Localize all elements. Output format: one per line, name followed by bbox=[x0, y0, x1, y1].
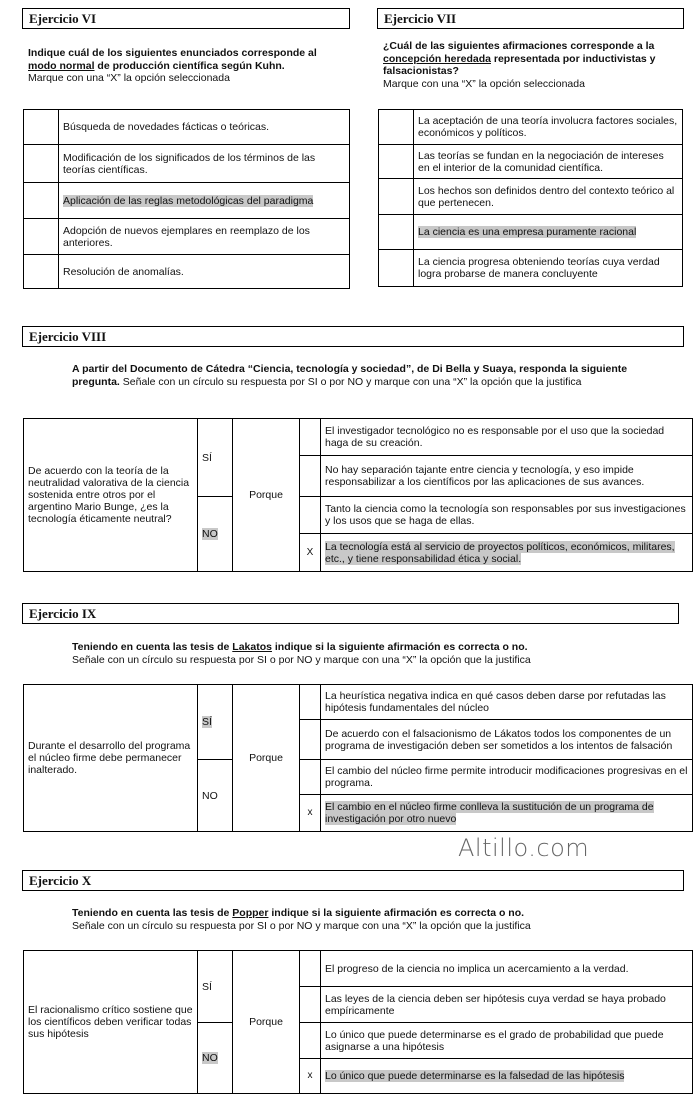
ex9-intro: Teniendo en cuenta las tesis de Lakatos indique si la siguiente afirmación es correcta o no. Señale con un círculo su respuesta por SI o por NO y marque con una “X” la opción que la justifica bbox=[72, 641, 531, 666]
ex7-option-2: Las teorías se fundan en la negociación de intereses en el interior de la comunidad científica. bbox=[414, 145, 683, 179]
ex6-question: Indique cuál de los siguientes enunciados corresponde al modo normal de producción científica según Kuhn. Marque con una “X” la opción seleccionada bbox=[28, 47, 317, 84]
ex9-question: Durante el desarrollo del programa el núcleo firme debe permanecer inalterado. bbox=[24, 685, 198, 832]
ex10-option-2: Las leyes de la ciencia deben ser hipótesis cuya verdad se haya probado empíricamente bbox=[321, 987, 693, 1023]
ex6-title: Ejercicio VI bbox=[22, 8, 350, 29]
ex9-option-3: El cambio del núcleo firme permite introducir modificaciones progresivas en el programa. bbox=[321, 760, 693, 795]
ex7-checkbox-1[interactable] bbox=[379, 110, 414, 145]
ex8-table bbox=[23, 418, 693, 572]
ex8-option-2: No hay separación tajante entre ciencia y tecnología, y eso impide responsabilizar a los científicos por las aplicaciones de sus avances. bbox=[321, 456, 693, 497]
ex9-checkbox-1[interactable] bbox=[300, 685, 321, 720]
ex8-intro: A partir del Documento de Cátedra “Ciencia, tecnología y sociedad”, de Di Bella y Suaya, responda la siguiente pregunta. Señale con un círculo su respuesta por SI o por NO y marque con una “X” la opción que la justifica bbox=[72, 363, 628, 388]
ex6-option-1: Búsqueda de novedades fácticas o teóricas. bbox=[59, 110, 350, 145]
ex9-checkbox-2[interactable] bbox=[300, 720, 321, 760]
ex8-no[interactable]: NO bbox=[198, 497, 233, 572]
ex8-porque: Porque bbox=[233, 419, 300, 572]
ex6-option-3: Aplicación de las reglas metodológicas del paradigma bbox=[59, 183, 350, 219]
ex9-option-1: La heurística negativa indica en qué casos deben darse por refutadas las hipótesis fundamentales del núcleo bbox=[321, 685, 693, 720]
ex10-mark: x bbox=[307, 1070, 313, 1081]
watermark: Altillo.com bbox=[458, 834, 590, 862]
ex6-option-2: Modificación de los significados de los términos de las teorías científicas. bbox=[59, 145, 350, 183]
ex7-options-table bbox=[378, 109, 683, 287]
ex7-option-5: La ciencia progresa obteniendo teorías cuya verdad logra probarse de manera concluyente bbox=[414, 250, 683, 287]
ex7-option-1: La aceptación de una teoría involucra factores sociales, económicos y políticos. bbox=[414, 110, 683, 145]
ex10-question: El racionalismo crítico sostiene que los científicos deben verificar todas sus hipótesis bbox=[24, 951, 198, 1094]
ex8-question: De acuerdo con la teoría de la neutralidad valorativa de la ciencia sostenida entre otros por el argentino Mario Bunge, ¿es la tecnología éticamente neutral? bbox=[24, 419, 198, 572]
ex9-porque: Porque bbox=[233, 685, 300, 832]
ex10-option-1: El progreso de la ciencia no implica un acercamiento a la verdad. bbox=[321, 951, 693, 987]
ex9-table bbox=[23, 684, 693, 832]
ex6-checkbox-1[interactable] bbox=[24, 110, 59, 145]
ex6-option-5: Resolución de anomalías. bbox=[59, 255, 350, 289]
ex9-no[interactable]: NO bbox=[198, 760, 233, 832]
ex10-intro: Teniendo en cuenta las tesis de Popper indique si la siguiente afirmación es correcta o no. Señale con un círculo su respuesta por SI o por NO y marque con una “X” la opción que la justifica bbox=[72, 907, 531, 932]
ex6-checkbox-2[interactable] bbox=[24, 145, 59, 183]
ex8-option-4: La tecnología está al servicio de proyectos políticos, económicos, militares, etc., y tiene responsabilidad ética y social. bbox=[321, 534, 693, 572]
ex9-checkbox-4[interactable] bbox=[300, 795, 321, 832]
ex8-option-1: El investigador tecnológico no es responsable por el uso que la sociedad haga de su creación. bbox=[321, 419, 693, 456]
ex9-option-2: De acuerdo con el falsacionismo de Lákatos todos los componentes de un programa de investigación deben ser sometidos a los intentos de falsación bbox=[321, 720, 693, 760]
ex10-si[interactable]: SÍ bbox=[198, 951, 233, 1023]
ex10-porque: Porque bbox=[233, 951, 300, 1094]
ex8-si[interactable]: SÍ bbox=[198, 419, 233, 497]
ex8-checkbox-4[interactable] bbox=[300, 534, 321, 572]
ex8-option-3: Tanto la ciencia como la tecnología son responsables por sus investigaciones y los usos que se haga de ellas. bbox=[321, 497, 693, 534]
ex8-checkbox-2[interactable] bbox=[300, 456, 321, 497]
ex10-option-4: Lo único que puede determinarse es la falsedad de las hipótesis bbox=[321, 1059, 693, 1094]
ex9-checkbox-3[interactable] bbox=[300, 760, 321, 795]
ex6-checkbox-3[interactable] bbox=[24, 183, 59, 219]
ex8-checkbox-3[interactable] bbox=[300, 497, 321, 534]
ex7-checkbox-5[interactable] bbox=[379, 250, 414, 287]
ex10-no[interactable]: NO bbox=[198, 1023, 233, 1094]
ex10-table bbox=[23, 950, 693, 1094]
ex8-checkbox-1[interactable] bbox=[300, 419, 321, 456]
ex7-title: Ejercicio VII bbox=[377, 8, 684, 29]
ex6-option-4: Adopción de nuevos ejemplares en reemplazo de los anteriores. bbox=[59, 219, 350, 255]
ex6-options-table bbox=[23, 109, 350, 289]
ex7-checkbox-3[interactable] bbox=[379, 179, 414, 215]
ex10-checkbox-3[interactable] bbox=[300, 1023, 321, 1059]
ex10-option-3: Lo único que puede determinarse es el grado de probabilidad que puede asignarse a una hipótesis bbox=[321, 1023, 693, 1059]
ex7-question: ¿Cuál de las siguientes afirmaciones corresponde a la concepción heredada representada por inductivistas y falsacionistas? Marque con una “X” la opción seleccionada bbox=[383, 40, 656, 90]
ex7-option-3: Los hechos son definidos dentro del contexto teórico al que pertenecen. bbox=[414, 179, 683, 215]
ex9-mark: x bbox=[307, 807, 313, 818]
ex6-checkbox-4[interactable] bbox=[24, 219, 59, 255]
ex9-option-4: El cambio en el núcleo firme conlleva la sustitución de un programa de investigación por otro nuevo bbox=[321, 795, 693, 832]
ex7-option-4: La ciencia es una empresa puramente racional bbox=[414, 215, 683, 250]
ex9-title: Ejercicio IX bbox=[22, 603, 679, 624]
ex10-checkbox-4[interactable] bbox=[300, 1059, 321, 1094]
ex10-checkbox-1[interactable] bbox=[300, 951, 321, 987]
ex7-checkbox-4[interactable] bbox=[379, 215, 414, 250]
ex8-mark: X bbox=[306, 546, 314, 558]
ex7-checkbox-2[interactable] bbox=[379, 145, 414, 179]
ex10-checkbox-2[interactable] bbox=[300, 987, 321, 1023]
ex9-si[interactable]: SÍ bbox=[198, 685, 233, 760]
ex6-checkbox-5[interactable] bbox=[24, 255, 59, 289]
ex8-title: Ejercicio VIII bbox=[22, 326, 684, 347]
ex10-title: Ejercicio X bbox=[22, 870, 684, 891]
